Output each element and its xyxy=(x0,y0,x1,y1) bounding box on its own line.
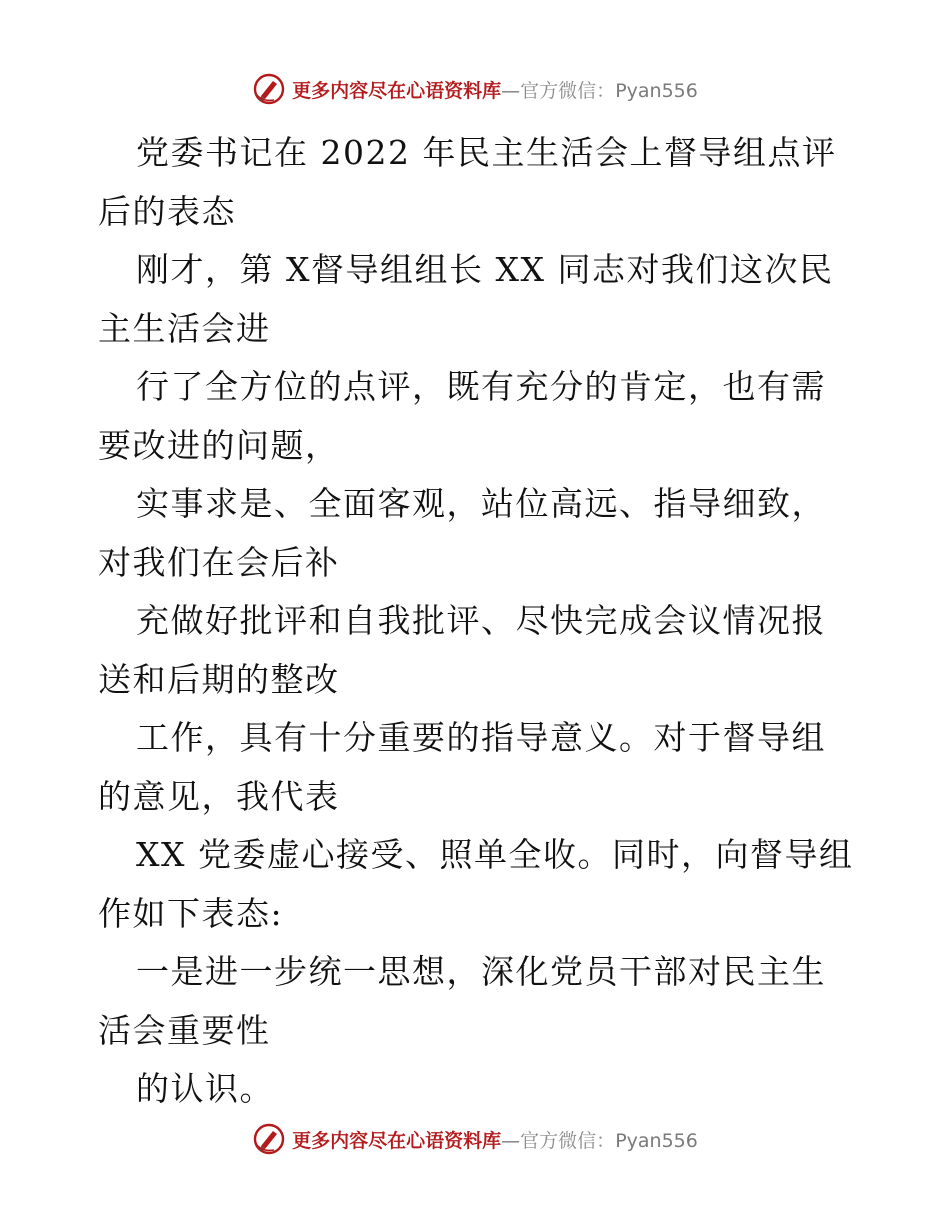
doc-paragraph: 刚才，第 X督导组组长 XX 同志对我们这次民主生活会进 xyxy=(98,250,834,348)
header-banner-handle: Pyan556 xyxy=(615,79,698,102)
doc-paragraph: XX 党委虚心接受、照单全收。同时，向督导组作如下表态: xyxy=(98,835,854,933)
doc-paragraph: 一是进一步统一思想，深化党员干部对民主生活会重要性 xyxy=(98,952,826,1050)
doc-paragraph: 行了全方位的点评，既有充分的肯定，也有需要改进的问题， xyxy=(98,367,826,465)
footer-banner-dash: — xyxy=(501,1129,521,1152)
footer-banner-handle: Pyan556 xyxy=(615,1129,698,1152)
header-banner-tail: 官方微信： xyxy=(520,79,616,102)
doc-paragraph: 的认识。 xyxy=(136,1069,274,1108)
doc-paragraph: 充做好批评和自我批评、尽快完成会议情况报送和后期的整改 xyxy=(98,601,826,699)
doc-title: 党委书记在 2022 年民主生活会上督导组点评后的表态 xyxy=(98,133,837,231)
footer-banner-lead: 更多内容尽在心语资料库 xyxy=(292,1129,502,1152)
document-body xyxy=(98,124,858,1119)
footer-banner-tail: 官方微信： xyxy=(520,1129,616,1152)
header-banner-text xyxy=(292,76,698,103)
header-banner-lead: 更多内容尽在心语资料库 xyxy=(292,79,502,102)
footer-banner-text xyxy=(292,1126,698,1153)
header-banner-dash: — xyxy=(501,79,521,102)
doc-paragraph: 实事求是、全面客观，站位高远、指导细致，对我们在会后补 xyxy=(98,484,826,582)
footer-banner xyxy=(0,1122,950,1156)
pen-logo-icon xyxy=(252,72,286,106)
doc-paragraph: 工作，具有十分重要的指导意义。对于督导组的意见，我代表 xyxy=(98,718,826,816)
header-banner xyxy=(0,72,950,106)
pen-logo-icon xyxy=(252,1122,286,1156)
